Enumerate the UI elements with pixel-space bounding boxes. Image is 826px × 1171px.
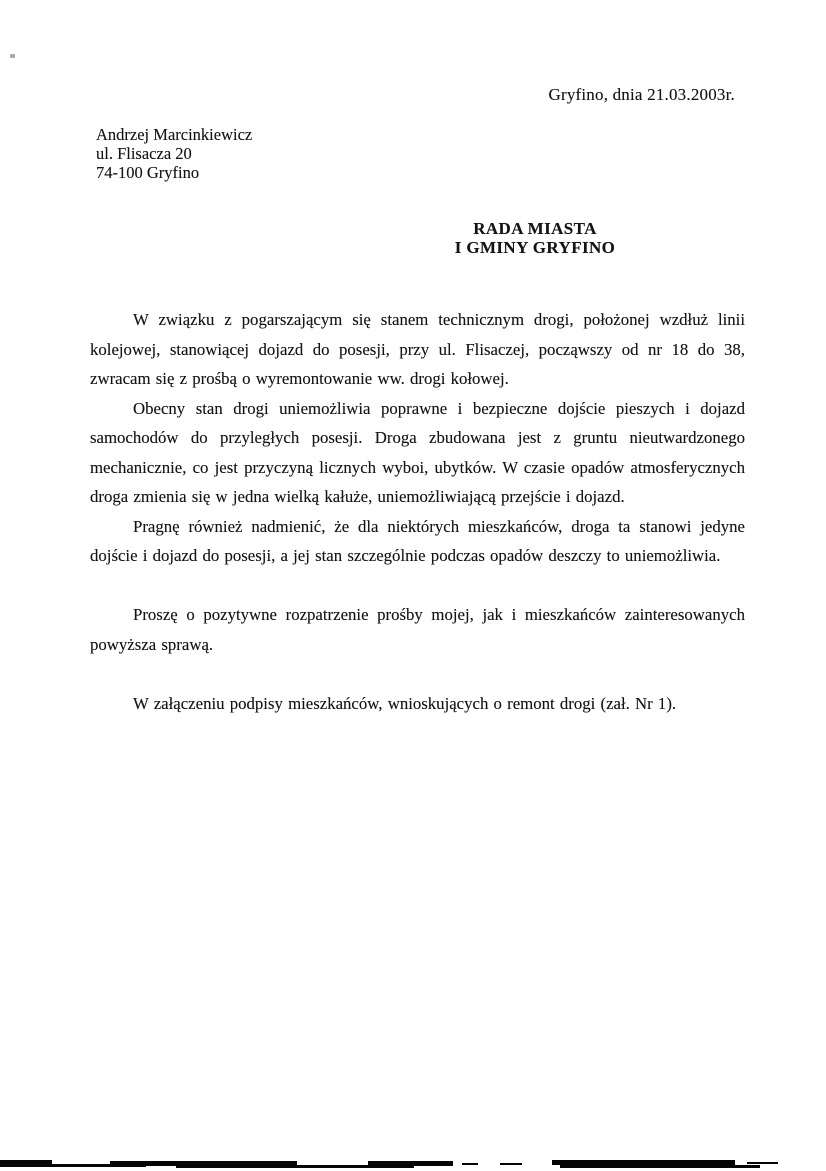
recipient-block xyxy=(410,219,660,257)
scan-artifact-mark xyxy=(560,1165,760,1168)
sender-block xyxy=(96,125,252,182)
paragraph-intro-request: W związku z pogarszającym się stanem technicznym drogi, położonej wzdłuż linii kolejowej, stanowiącej dojazd do posesji, przy ul. Flisaczej, począwszy od nr 18 do 38, zwracam się z prośbą o wyremontowanie ww. drogi kołowej. xyxy=(90,310,745,388)
paragraph-residents-access: Pragnę również nadmienić, że dla niektórych mieszkańców, droga ta stanowi jedyne dojście i dojazd do posesji, a jej stan szczególnie podczas opadów deszczy to uniemożliwia. xyxy=(90,516,745,565)
scan-artifact-mark xyxy=(500,1163,522,1165)
letter-body xyxy=(90,305,745,718)
recipient-line2: I GMINY GRYFINO xyxy=(454,238,616,257)
scan-speck xyxy=(10,54,15,58)
recipient-line1: RADA MIASTA xyxy=(473,219,597,238)
scan-artifact-mark xyxy=(462,1163,478,1165)
sender-city: 74-100 Gryfino xyxy=(96,163,200,182)
paragraph-positive-consideration: Proszę o pozytywne rozpatrzenie prośby mojej, jak i mieszkańców zainteresowanych powyższa sprawą. xyxy=(90,605,745,654)
paragraph-attachment-note: W załączeniu podpisy mieszkańców, wnioskujących o remont drogi (zał. Nr 1). xyxy=(133,693,677,713)
paragraph-road-condition: Obecny stan drogi uniemożliwia poprawne i bezpieczne dojście pieszych i dojazd samochodów do przyległych posesji. Droga zbudowana jest z gruntu nieutwardzonego mechanicznie, co jest przyczyną licznych wyboi, ubytków. W czasie opadów atmosferycznych droga zmienia się w jedna wielką kałuże, uniemożliwiającą przejście i dojazd. xyxy=(90,398,745,506)
date-line: Gryfino, dnia 21.03.2003r. xyxy=(548,85,735,104)
scan-artifact-mark xyxy=(747,1162,778,1164)
sender-name: Andrzej Marcinkiewicz xyxy=(96,125,253,144)
sender-street: ul. Flisacza 20 xyxy=(96,144,192,163)
scan-artifact-mark xyxy=(368,1161,453,1166)
